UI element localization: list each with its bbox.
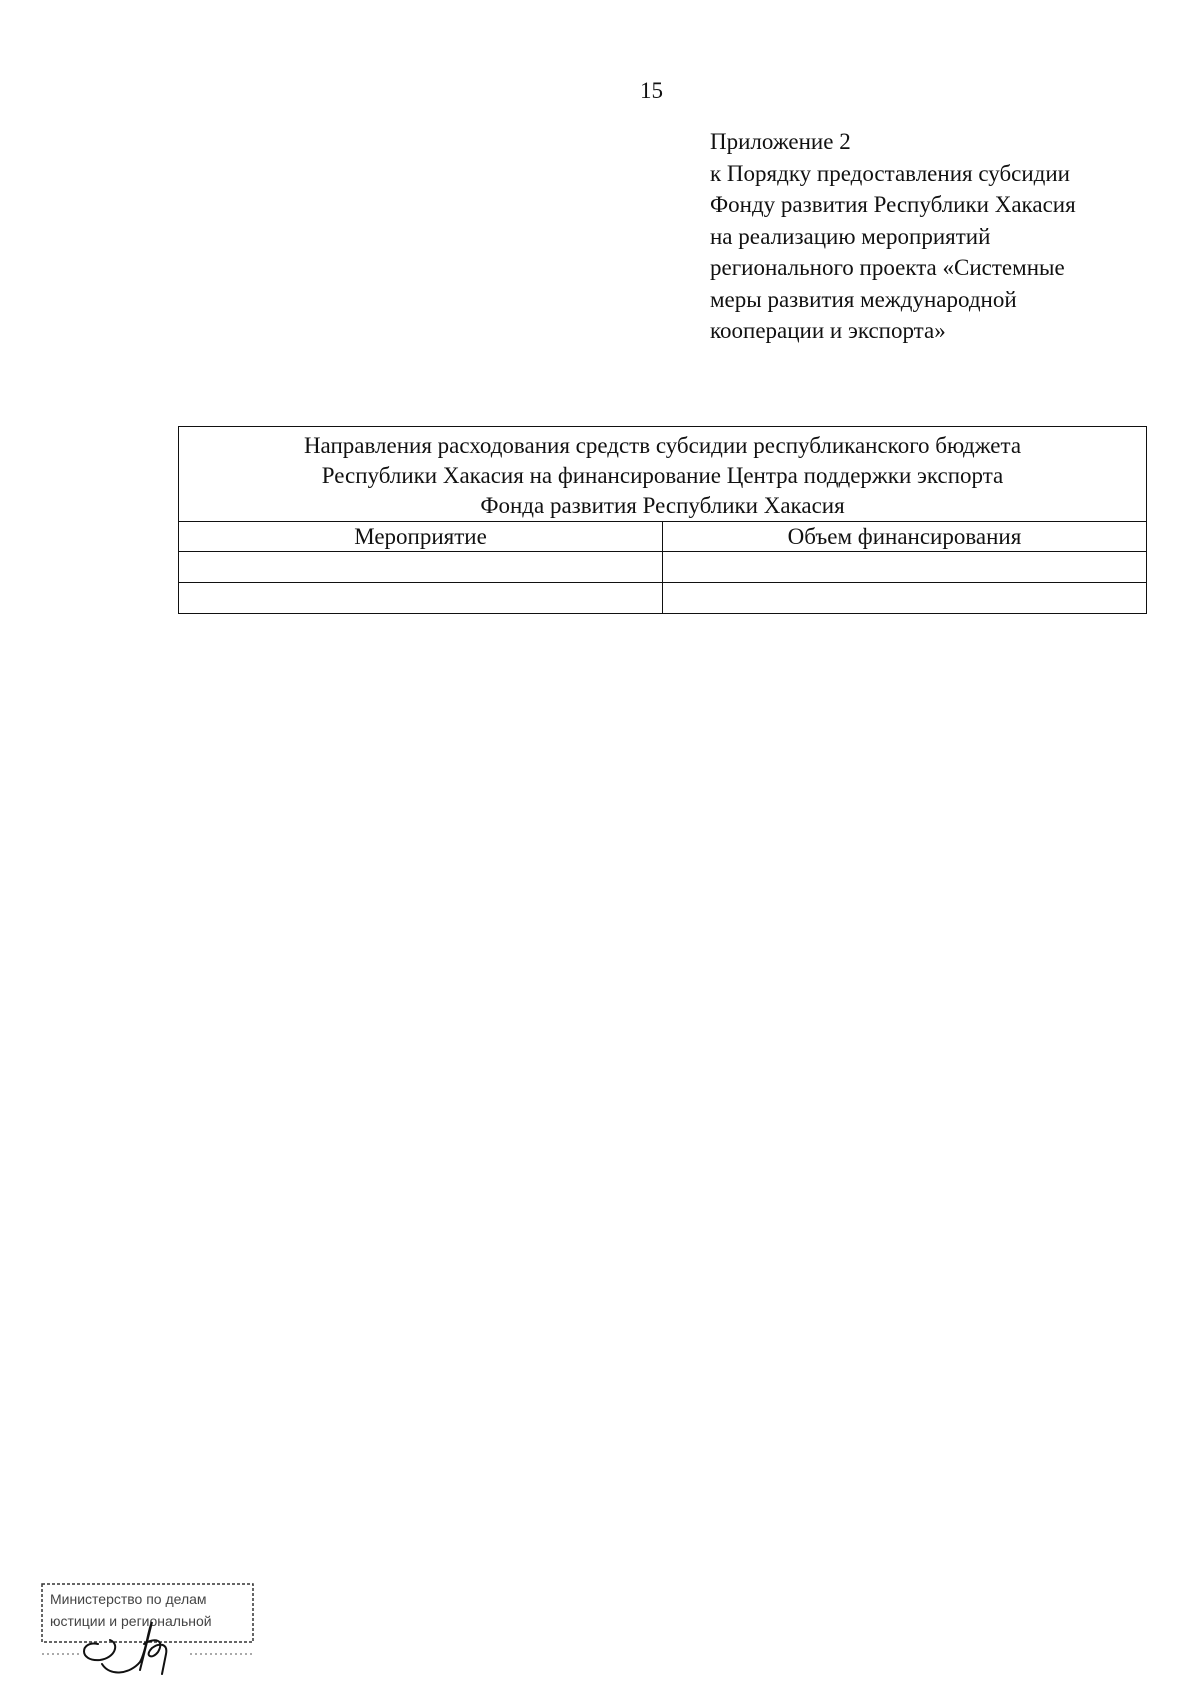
appendix-line: Приложение 2 (710, 129, 851, 154)
page-number: 15 (640, 78, 663, 103)
table-title-line: Республики Хакасия на финансирование Центра поддержки экспорта (321, 463, 1004, 488)
table-cell (663, 583, 1147, 614)
table-title (179, 427, 1147, 522)
appendix-heading (710, 126, 1180, 347)
signature-icon (84, 1622, 166, 1674)
table-title-line: Фонда развития Республики Хакасия (480, 493, 845, 518)
appendix-line: регионального проекта «Системные (710, 255, 1065, 280)
table-title-row (179, 427, 1147, 522)
column-header-funding: Объем финансирования (663, 522, 1147, 552)
appendix-line: к Порядку предоставления субсидии (710, 160, 1070, 186)
appendix-line: Фонду развития Республики Хакасия (710, 192, 1076, 217)
table-cell (179, 552, 663, 583)
appendix-line: на реализацию мероприятий (710, 223, 991, 249)
table-row (179, 583, 1147, 614)
table-cell (663, 552, 1147, 583)
stamp-text-line: Министерство по делам (50, 1591, 207, 1607)
table-title-line: Направления расходования средств субсидии республиканского бюджета (303, 433, 1022, 458)
ministry-stamp (40, 1582, 255, 1677)
stamp-text-line: юстиции и региональной (50, 1613, 212, 1629)
expenditure-table (178, 426, 1147, 614)
column-header-event: Мероприятие (179, 522, 663, 552)
table-cell (179, 583, 663, 614)
stamp-graphic (40, 1582, 255, 1677)
appendix-line: кооперации и экспорта» (710, 318, 946, 343)
appendix-line: меры развития международной (710, 286, 1017, 312)
table-row (179, 552, 1147, 583)
table-header-row (179, 522, 1147, 552)
